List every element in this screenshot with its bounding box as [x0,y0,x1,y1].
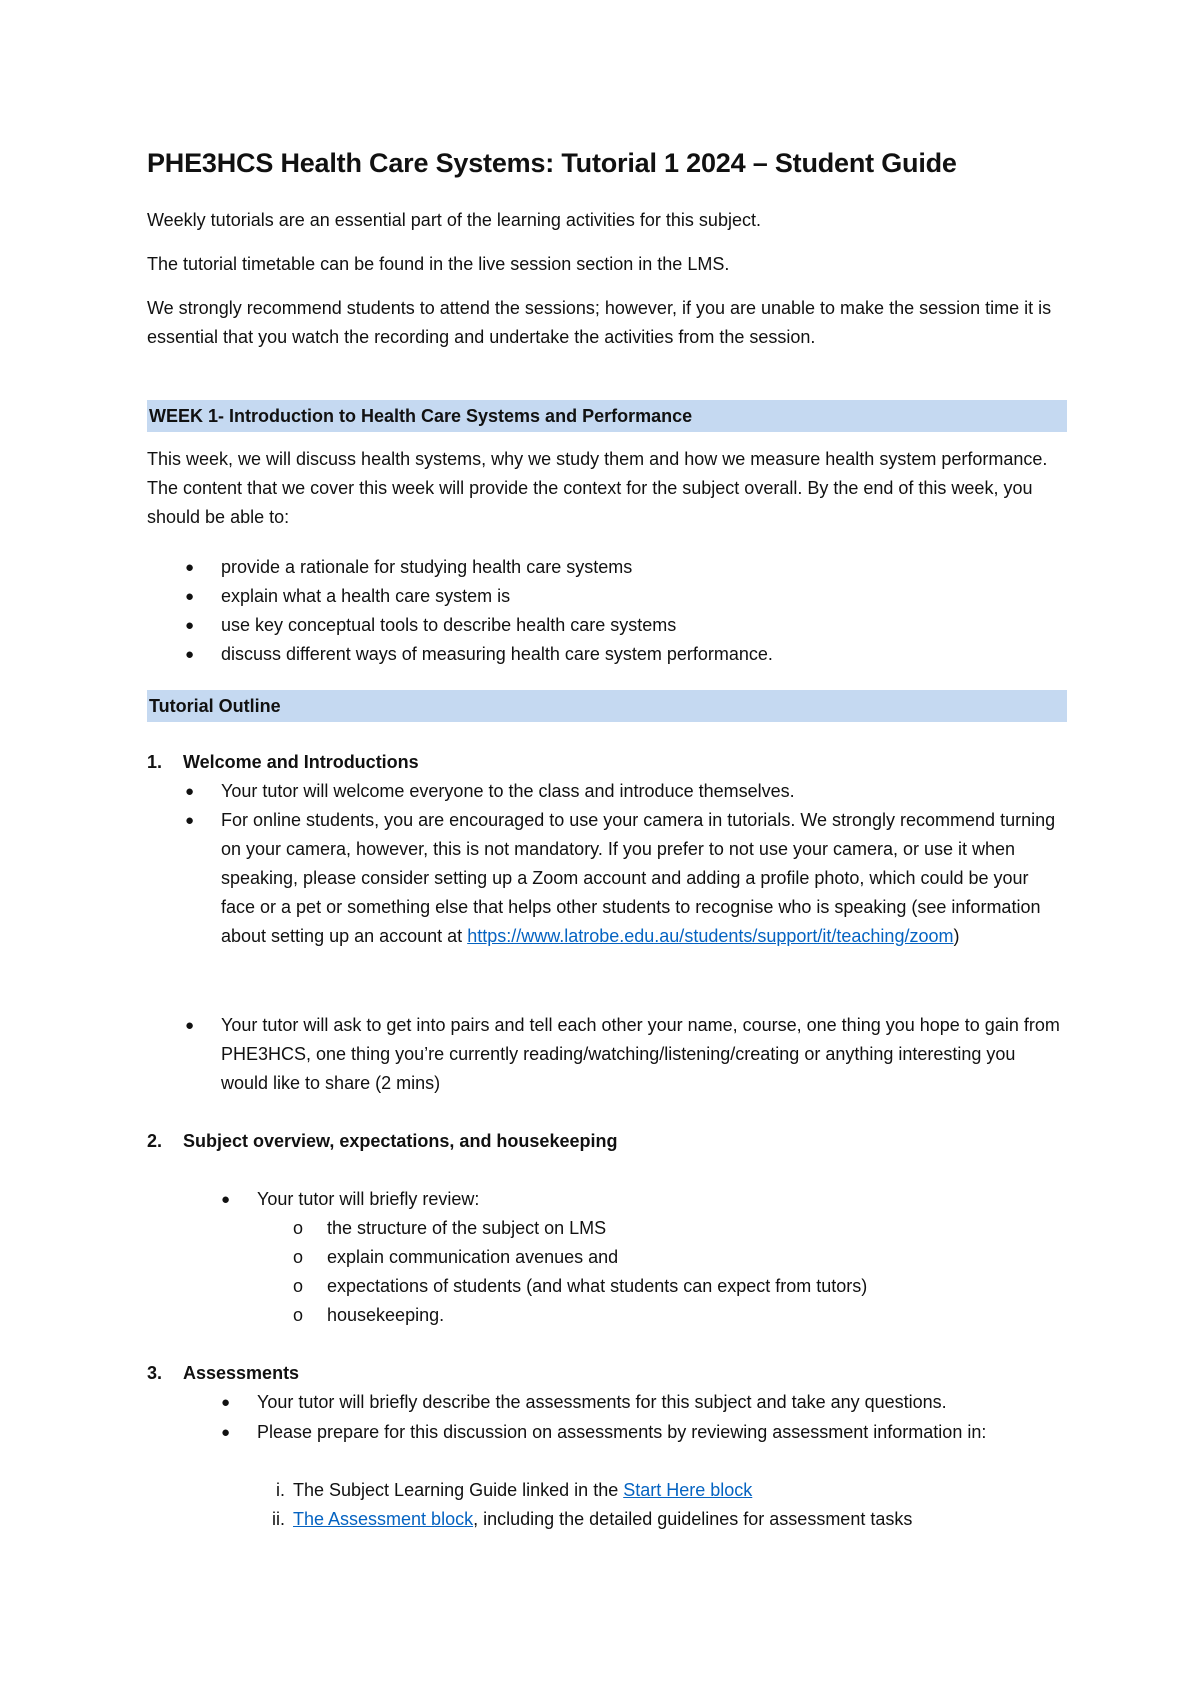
start-here-block-link[interactable]: Start Here block [623,1480,753,1500]
section-1-bullet: ● For online students, you are encouraged to use your camera in tutorials. We strongly recommend turning on your camera, however, this is not mandatory. If you prefer to not use your camera, or use it when speaking, please consider setting up a Zoom account and adding a profile photo, which could be your face or a pet or something else that helps other students to recognise who is speaking (see information about setting up an account at https://www.latrobe.edu.au/students/support/it/teaching/zoom) [185,806,1065,986]
bullet-icon: ● [221,1394,231,1411]
section-1-bullet: ● Your tutor will ask to get into pairs and tell each other your name, course, one thing you hope to gain from PHE3HCS, one thing you’re currently reading/watching/listening/creating or anything interesting you would like to share (2 mins) [185,1011,1065,1101]
assessment-block-link[interactable]: The Assessment block [293,1509,474,1529]
zoom-info-link[interactable]: https://www.latrobe.edu.au/students/support/it/teaching/zoom [467,926,954,946]
bullet-icon: ● [185,559,195,576]
week1-heading: WEEK 1- Introduction to Health Care Systems and Performance [147,400,1067,432]
bullet-icon: ● [185,783,195,800]
bullet-icon: ● [185,1017,195,1034]
bullet-icon: ● [221,1191,231,1208]
circle-bullet-icon: o [293,1247,304,1267]
bullet-icon: ● [185,617,195,634]
circle-bullet-icon: o [293,1305,304,1325]
bullet-icon: ● [185,588,195,605]
circle-bullet-icon: o [293,1276,304,1296]
section-3-bullet: ● Please prepare for this discussion on assessments by reviewing assessment information in: [221,1418,1067,1478]
document-title: PHE3HCS Health Care Systems: Tutorial 1 2024 – Student Guide [147,148,957,178]
tutorial-outline-heading: Tutorial Outline [147,690,1067,722]
intro-paragraph-2: The tutorial timetable can be found in the live session section in the LMS. [147,254,730,274]
intro-paragraph-1: Weekly tutorials are an essential part of the learning activities for this subject. [147,210,761,230]
bullet-icon: ● [185,646,195,663]
intro-paragraph-3: We strongly recommend students to attend the sessions; however, if you are unable to make the session time it is essential that you watch the recording and undertake the activities from the session. [147,298,1052,347]
bullet-icon: ● [185,812,195,829]
circle-bullet-icon: o [293,1218,304,1238]
week1-body: This week, we will discuss health systems, why we study them and how we measure health system performance. The content that we cover this week will provide the context for the subject overall. By the end of this week, you should be able to: [147,449,1048,527]
bullet-icon: ● [221,1424,231,1441]
